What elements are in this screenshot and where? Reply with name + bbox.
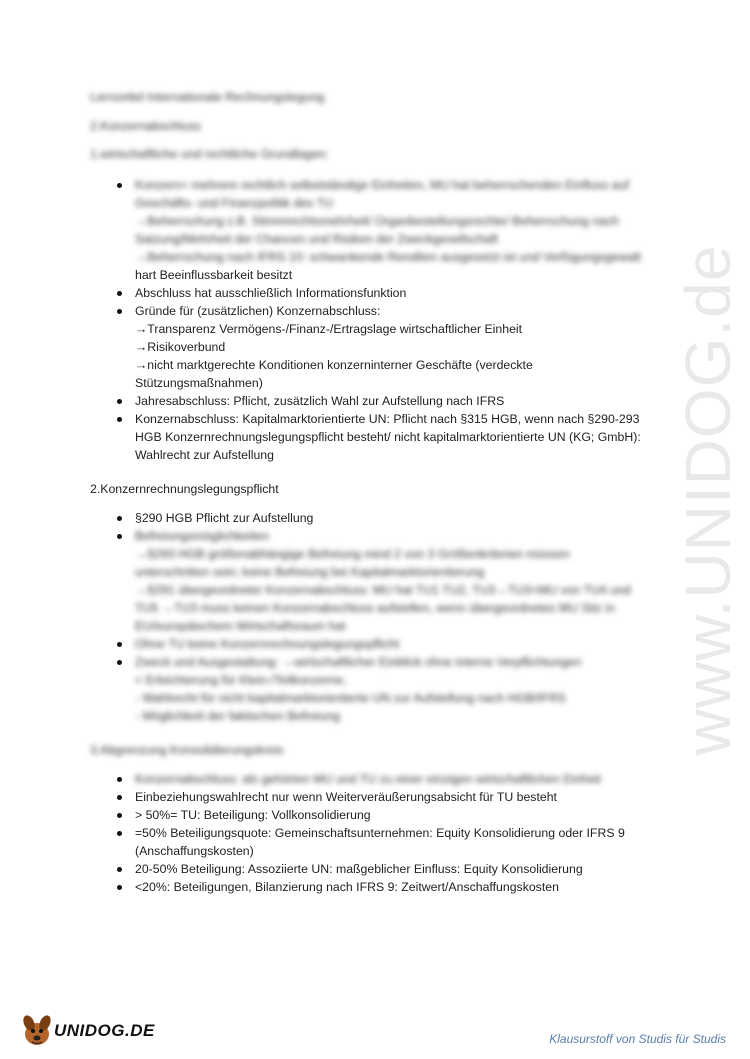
list-item xyxy=(90,635,680,653)
list-item-line: EU/europäischem Wirtschaftsraum hat xyxy=(135,619,346,633)
list-item-line: →§291 übergeordneter Konzernabschluss: MU hat TU1 TU2, TU3→TU3=MU von TU4 und xyxy=(135,583,631,597)
list-item-line: →§293 HGB größenabhängige Befreiung mind 2 von 3 Größenkriterien müssen xyxy=(135,547,570,561)
list-item-line: HGB Konzernrechnungslegungspflicht besteht/ nicht kapitalmarktorientierte UN (KG; GmbH): xyxy=(135,430,641,444)
list-item xyxy=(90,527,680,635)
list-item-line: Konzern= mehrere rechtlich selbstständige Einheiten, MU hat beherrschenden Einfluss auf xyxy=(135,178,629,192)
list-item xyxy=(90,410,680,464)
list-item-line: Stützungsmaßnahmen) xyxy=(135,376,263,390)
document-title: Lernzettel Internationale Rechnungslegung xyxy=(90,90,325,104)
list-item-line: > 50%= TU: Beteiligung: Vollkonsolidierung xyxy=(135,808,371,822)
list-item-line: Einbeziehungswahlrecht nur wenn Weiterveräußerungsabsicht für TU besteht xyxy=(135,790,557,804)
list-item-line: hart Beeinflussbarkeit besitzt xyxy=(135,268,293,282)
list-item-line: - Wahlrecht für nicht kapitalmarktorientierte UN zur Aufstellung nach HGB/IFRS xyxy=(135,691,566,705)
list-item-line: Konzernabschluss: Kapitalmarktorientierte UN: Pflicht nach §315 HGB, wenn nach §290-293 xyxy=(135,412,640,426)
list-item-line: unterschritten sein; keine Befreiung bei Kapitalmarktorientierung xyxy=(135,565,485,579)
list-item-line: Ohne TU keine Konzernrechnungslegungspflicht xyxy=(135,637,400,651)
chapter-heading: 2.Konzernabschluss xyxy=(90,119,201,133)
list-item-line: Gründe für (zusätzlichen) Konzernabschluss: xyxy=(135,304,381,318)
list-item-line: TU5 →TU3 muss keinen Konzernabschluss aufstellen, wenn übergeordnetes MU Sitz in xyxy=(135,601,615,615)
list-item-line: §290 HGB Pflicht zur Aufstellung xyxy=(135,511,314,525)
list-item xyxy=(90,770,680,788)
watermark-text: www.UNIDOG.de xyxy=(672,244,744,756)
list-item-line: Geschäfts- und Finanzpolitik des TU xyxy=(135,196,333,210)
section2-list xyxy=(90,509,680,725)
list-item-line: →nicht marktgerechte Konditionen konzerninterner Geschäfte (verdeckte xyxy=(135,358,533,372)
list-item-line: Wahlrecht zur Aufstellung xyxy=(135,448,274,462)
dog-mascot-icon xyxy=(20,1012,54,1048)
section2-heading: 2.Konzernrechnungslegungspflicht xyxy=(90,482,279,496)
list-item-line: 20-50% Beteiligung: Assoziierte UN: maßgeblicher Einfluss: Equity Konsolidierung xyxy=(135,862,583,876)
list-item xyxy=(90,860,680,878)
list-item xyxy=(90,302,680,392)
list-item-line: Jahresabschluss: Pflicht, zusätzlich Wahl zur Aufstellung nach IFRS xyxy=(135,394,505,408)
list-item xyxy=(90,284,680,302)
list-item-line: - Möglichkeit der faktischen Befreiung xyxy=(135,709,341,723)
list-item-line: →Beherrschung nach IFRS 10: schwankende Renditen ausgesetzt ist und Verfügungsgewalt xyxy=(135,250,641,264)
list-item xyxy=(90,788,680,806)
list-item xyxy=(90,653,680,725)
list-item-line: →Transparenz Vermögens-/Finanz-/Ertragslage wirtschaftlicher Einheit xyxy=(135,322,523,336)
footer-slogan: Klausurstoff von Studis für Studis xyxy=(549,1032,726,1046)
list-item xyxy=(90,509,680,527)
section3-list xyxy=(90,770,680,896)
list-item xyxy=(90,824,680,860)
list-item-line: Satzung/Mehrheit der Chancen und Risiken der Zweckgesellschaft xyxy=(135,232,498,246)
section1-list xyxy=(90,176,680,464)
list-item xyxy=(90,806,680,824)
list-item-line: Abschluss hat ausschließlich Informationsfunktion xyxy=(135,286,407,300)
list-item-line: Befreiungsmöglichkeiten xyxy=(135,529,269,543)
list-item-line: = Erleichterung für Klein-/Teilkonzerne, xyxy=(135,673,347,687)
list-item-line: →Risikoverbund xyxy=(135,340,226,354)
list-item xyxy=(90,392,680,410)
list-item-line: =50% Beteiligungsquote: Gemeinschaftsunternehmen: Equity Konsolidierung oder IFRS 9 xyxy=(135,826,625,840)
section3-heading: 3.Abgrenzung Konsolidierungskreis xyxy=(90,743,284,757)
list-item-line: <20%: Beteiligungen, Bilanzierung nach IFRS 9: Zeitwert/Anschaffungskosten xyxy=(135,880,559,894)
section1-heading: 1.wirtschaftliche und rechtliche Grundlagen: xyxy=(90,147,329,161)
list-item-line: (Anschaffungskosten) xyxy=(135,844,254,858)
list-item-line: Konzernabschluss: als gehörten MU und TU zu einer einzigen wirtschaftlichen Einheit xyxy=(135,772,601,786)
unidog-logo[interactable] xyxy=(20,1012,160,1052)
list-item xyxy=(90,878,680,896)
list-item-line: Zweck und Ausgestaltung: →wirtschaftlicher Einblick ohne interne Verpflichtungen xyxy=(135,655,582,669)
list-item xyxy=(90,176,680,284)
logo-text: UNIDOG.DE xyxy=(54,1021,155,1040)
list-item-line: →Beherrschung z.B. Stimmrechtsmehrheit/ Organbestellungsrechte/ Beherrschung nach xyxy=(135,214,619,228)
